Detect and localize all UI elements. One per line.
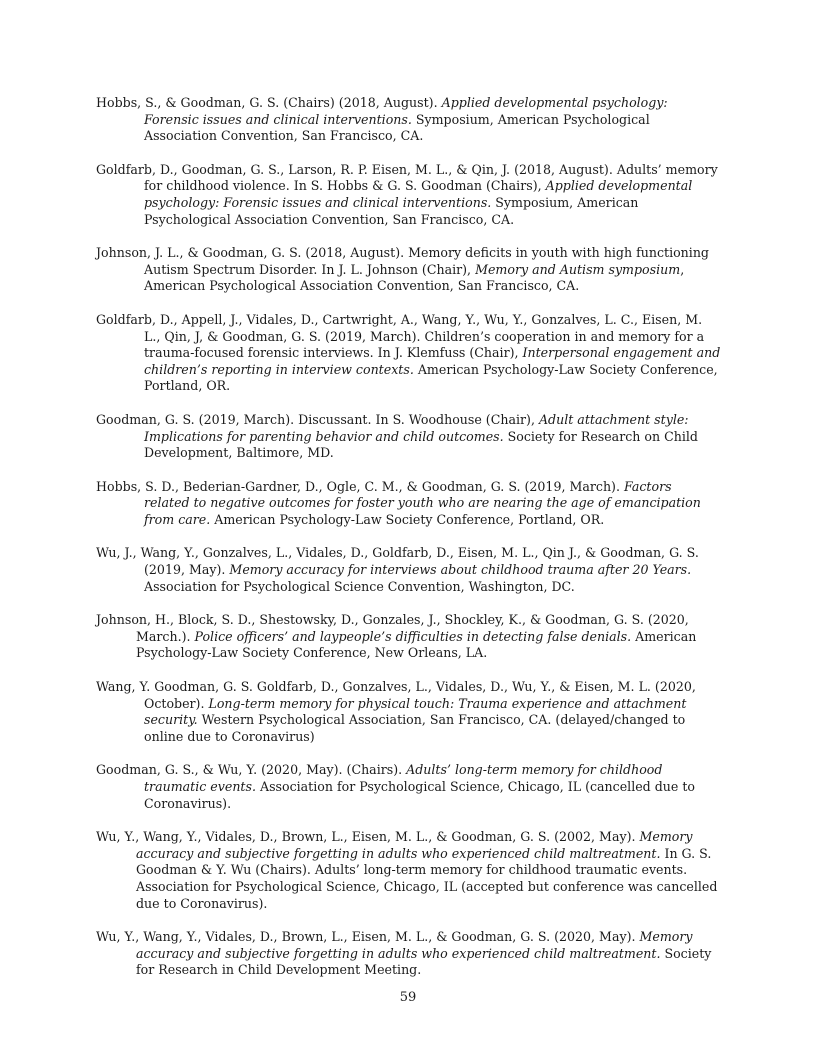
- entry-venue-text: Western Psychological Association, San Francisco, CA. (delayed/changed to online due to Coronavirus): [144, 712, 686, 744]
- entry-authors-text: Goldfarb, D., Goodman, G. S., Larson, R. P. Eisen, M. L., & Qin, J. (2018, August). Adults’ memory for childhood violence. In S. Hobbs & G. S. Goodman (Chairs),: [96, 161, 718, 194]
- entry-venue-text: American Psychology-Law Society Conference, Portland, OR.: [144, 361, 718, 394]
- reference-entry: [96, 162, 721, 228]
- reference-entry: [96, 545, 721, 595]
- entry-venue-text: , American Psychological Association Convention, San Francisco, CA.: [144, 261, 685, 294]
- entry-title: Adults’ long-term memory for childhood traumatic events.: [144, 762, 663, 794]
- reference-entry: [96, 312, 721, 395]
- entry-authors-text: Wu, J., Wang, Y., Gonzalves, L., Vidales, D., Goldfarb, D., Eisen, M. L., Qin J., & Goodman, G. S. (2019, May).: [96, 545, 699, 578]
- entry-title: Police officers’ and laypeople’s difficulties in detecting false denials.: [194, 628, 632, 644]
- entry-title: Applied developmental psychology: Forensic issues and clinical interventions.: [144, 178, 693, 210]
- entry-venue-text: Association for Psychological Science Convention, Washington, DC.: [144, 578, 575, 594]
- entry-venue-text: Symposium, American Psychological Association Convention, San Francisco, CA.: [144, 194, 639, 227]
- entry-title: Memory accuracy and subjective forgetting in adults who experienced child maltreatment.: [136, 929, 693, 961]
- entry-title: Memory accuracy and subjective forgetting in adults who experienced child maltreatment.: [136, 829, 693, 861]
- entry-authors-text: Johnson, H., Block, S. D., Shestowsky, D., Gonzales, J., Shockley, K., & Goodman, G. S. (2020, March.).: [96, 612, 689, 644]
- reference-entry: [96, 929, 721, 979]
- entry-authors-text: Goodman, G. S., & Wu, Y. (2020, May). (Chairs).: [96, 762, 407, 778]
- reference-entry: [96, 479, 721, 529]
- entry-venue-text: Society for Research in Child Development Meeting.: [136, 945, 712, 978]
- entry-title: Interpersonal engagement and children’s reporting in interview contexts.: [144, 345, 721, 377]
- reference-entry: [96, 829, 721, 912]
- reference-entry: [96, 95, 721, 145]
- entry-title: Factors related to negative outcomes for foster youth who are nearing the age of emancipation from care.: [144, 478, 701, 527]
- entry-title: Applied developmental psychology: Forensic issues and clinical interventions.: [144, 95, 668, 127]
- entry-authors-text: Johnson, J. L., & Goodman, G. S. (2018, August). Memory deficits in youth with high functioning Autism Spectrum Disorder. In J. L. Johnson (Chair),: [96, 245, 709, 277]
- entry-authors-text: Hobbs, S. D., Bederian-Gardner, D., Ogle, C. M., & Goodman, G. S. (2019, March).: [96, 478, 624, 494]
- entry-authors-text: Wang, Y. Goodman, G. S. Goldfarb, D., Gonzalves, L., Vidales, D., Wu, Y., & Eisen, M. L. (2020, October).: [96, 679, 696, 711]
- entry-title: Long-term memory for physical touch: Trauma experience and attachment security.: [144, 695, 687, 728]
- page-number: 59: [399, 990, 417, 1005]
- entry-authors-text: Wu, Y., Wang, Y., Vidales, D., Brown, L., Eisen, M. L., & Goodman, G. S. (2020, May).: [96, 929, 640, 945]
- reference-list: [96, 95, 721, 996]
- entry-venue-text: Symposium, American Psychological Association Convention, San Francisco, CA.: [144, 111, 650, 144]
- entry-authors-text: Goldfarb, D., Appell, J., Vidales, D., Cartwright, A., Wang, Y., Wu, Y., Gonzalves, L. C., Eisen, M. L., Qin, J, & Goodman, G. S. (2019, March). Children’s cooperation in and memory for a trauma-focused forensic interviews. In J. Klemfuss (Chair),: [96, 311, 705, 361]
- entry-venue-text: Society for Research on Child Development, Baltimore, MD.: [144, 428, 698, 461]
- entry-venue-text: American Psychology-Law Society Conference, Portland, OR.: [210, 511, 605, 527]
- entry-title: Memory accuracy for interviews about childhood trauma after 20 Years.: [229, 562, 692, 578]
- entry-venue-text: Association for Psychological Science, Chicago, IL (cancelled due to Coronavirus).: [144, 779, 696, 811]
- entry-authors-text: Wu, Y., Wang, Y., Vidales, D., Brown, L., Eisen, M. L., & Goodman, G. S. (2002, May).: [96, 829, 640, 845]
- reference-entry: [96, 412, 721, 462]
- reference-entry: [96, 245, 721, 295]
- reference-entry: [96, 679, 721, 745]
- entry-title: Adult attachment style: Implications for parenting behavior and child outcomes.: [144, 411, 689, 444]
- entry-venue-text: In G. S. Goodman & Y. Wu (Chairs). Adults’ long-term memory for childhood traumatic events. Association for Psychological Science, Chicago, IL (accepted but conference was cancelled due to Coronavirus).: [136, 845, 718, 911]
- entry-authors-text: Goodman, G. S. (2019, March). Discussant. In S. Woodhouse (Chair),: [96, 411, 539, 427]
- reference-entry: [96, 762, 721, 812]
- entry-authors-text: Hobbs, S., & Goodman, G. S. (Chairs) (2018, August).: [96, 95, 442, 110]
- reference-entry: [96, 612, 721, 662]
- entry-title: Memory and Autism symposium: [475, 261, 681, 277]
- entry-venue-text: American Psychology-Law Society Conference, New Orleans, LA.: [136, 628, 697, 661]
